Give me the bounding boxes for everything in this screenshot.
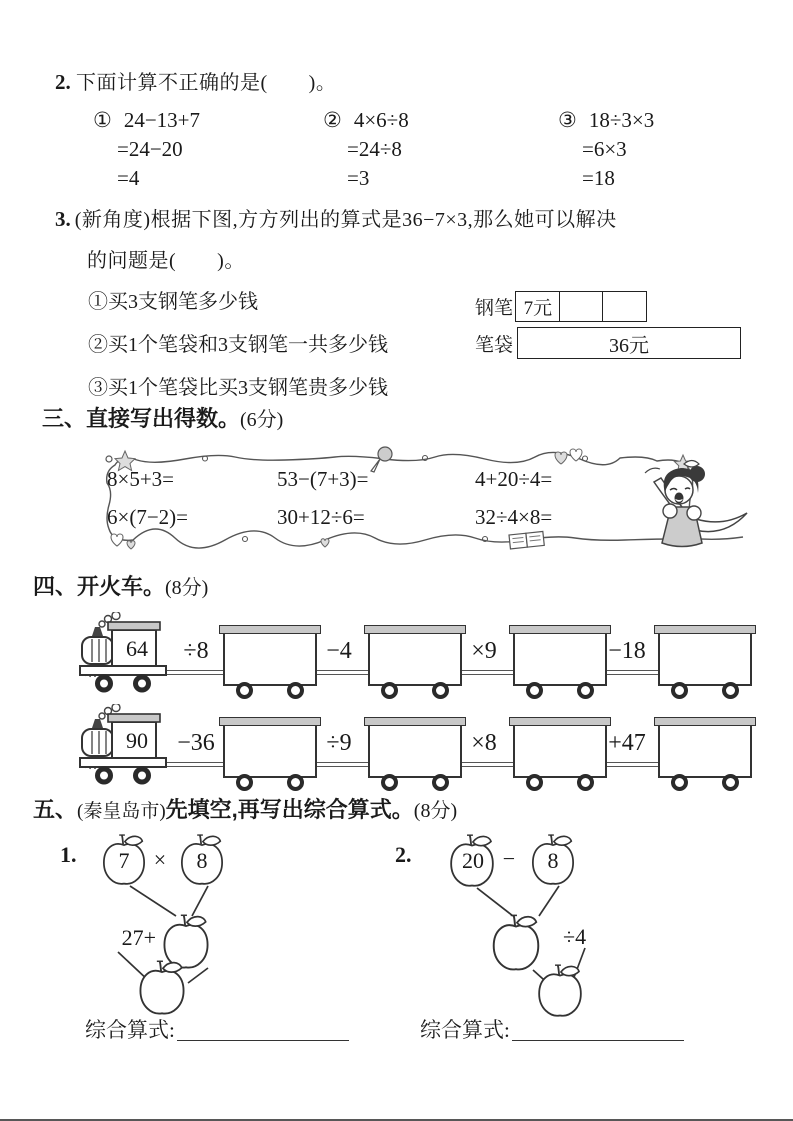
section-5-title: 先填空,再写出综合算式。 [165, 797, 414, 822]
question-2-prompt: 2. 下面计算不正确的是( )。 [55, 70, 337, 94]
q3-option-2: ②买1个笔袋和3支钢笔一共多少钱 [88, 334, 388, 356]
wavy-border [107, 452, 694, 548]
train-car-blank[interactable] [368, 724, 462, 778]
wheel-icon [287, 774, 304, 791]
train-car-blank[interactable] [368, 632, 462, 686]
price-bar-diagram [475, 291, 765, 359]
train-2-op-1: −36 [177, 730, 215, 756]
question-2 [55, 66, 765, 201]
book-icon [509, 531, 544, 548]
heart-icon [555, 449, 582, 464]
q2-option-1-expression: 24−13+7 [123, 108, 201, 132]
wheel-icon [526, 682, 543, 699]
pen-empty-cell[interactable] [602, 291, 647, 322]
wheel-icon [671, 774, 688, 791]
wheel-icon [236, 774, 253, 791]
pen-empty-cell[interactable] [559, 291, 604, 322]
q2-option-3 [558, 106, 654, 193]
apple-blank-mid[interactable] [164, 915, 207, 968]
train-1-op-1: ÷8 [183, 638, 209, 664]
wheel-icon [577, 682, 594, 699]
q3-option-1: ①买3支钢笔多少钱 [88, 291, 258, 313]
heart-icon [111, 534, 329, 549]
section-5-header [33, 793, 457, 824]
train-car-blank[interactable] [658, 632, 752, 686]
section-4-score: (8分) [165, 577, 209, 599]
problem-2-number: 2. [395, 842, 412, 867]
train-car-blank[interactable] [513, 632, 607, 686]
train-1-op-4: −18 [608, 638, 646, 664]
problem-1-number: 1. [60, 842, 77, 867]
q2-option-3-step: =6×3 [582, 137, 627, 161]
section-3-title: 三、直接写出得数。 [42, 406, 241, 431]
section-4-title: 四、开火车。 [33, 574, 166, 599]
apple-number: 20 [462, 848, 484, 873]
wheel-icon [432, 682, 449, 699]
train-car-blank[interactable] [223, 632, 317, 686]
question-2-number: 2. [55, 70, 71, 94]
train-car-blank[interactable] [513, 724, 607, 778]
apple-blank-bottom[interactable] [140, 961, 183, 1014]
apple-blank-mid[interactable] [494, 915, 539, 969]
wheel-icon [432, 774, 449, 791]
q2-option-2-step: =24÷8 [347, 137, 402, 161]
decorative-border-art [85, 443, 757, 557]
train-1-start-number: 64 [126, 636, 148, 661]
q2-option-3-result: =18 [582, 166, 615, 190]
apple-blank-bottom[interactable] [539, 965, 581, 1016]
question-3-prompt-line2: 的问题是( )。 [87, 250, 245, 272]
girl-illustration [645, 461, 747, 547]
q2-option-2-expression: 4×6÷8 [353, 108, 409, 132]
pen-row [475, 291, 765, 322]
answer-line-2 [420, 1014, 684, 1044]
q2-option-2-result: =3 [347, 166, 370, 190]
bag-row [475, 327, 765, 359]
section-3-score: (6分) [240, 409, 284, 431]
q2-option-1-result: =4 [117, 166, 140, 190]
train-1 [78, 608, 778, 704]
q2-option-1 [93, 106, 200, 193]
wheel-icon [671, 682, 688, 699]
pen-row-label: 钢笔 [475, 298, 514, 319]
wheel-icon [381, 774, 398, 791]
train-2-op-4: +47 [608, 730, 646, 756]
oral-expression[interactable]: 8×5+3= [107, 467, 175, 491]
train-1-op-2: −4 [326, 638, 352, 664]
section-3-header [42, 402, 283, 433]
q3-option-3: ③买1个笔袋比买3支钢笔贵多少钱 [88, 377, 388, 399]
question-3 [55, 203, 775, 398]
train-car-blank[interactable] [658, 724, 752, 778]
wheel-icon [722, 682, 739, 699]
apple-operator: × [153, 847, 167, 872]
wheel-icon [236, 682, 253, 699]
oral-expression[interactable]: 53−(7+3)= [277, 467, 369, 491]
question-3-number: 3. [55, 207, 71, 231]
train-2-start-number: 90 [126, 728, 148, 753]
question-3-options [88, 285, 388, 414]
oral-calc-box [85, 443, 757, 557]
wheel-icon [381, 682, 398, 699]
apple-number: 8 [547, 848, 559, 873]
apple-number: 7 [118, 848, 130, 873]
circled-2-mark: ② [323, 108, 342, 132]
apple-problem-1 [60, 830, 370, 1025]
q2-option-2 [323, 106, 409, 193]
answer-blank[interactable] [177, 1040, 349, 1041]
oral-expression[interactable]: 30+12÷6= [277, 505, 365, 529]
apple-side-operand: ÷4 [563, 924, 587, 949]
circled-1-mark: ① [93, 108, 112, 132]
q2-option-1-step: =24−20 [117, 137, 183, 161]
apple-problem-2 [395, 830, 715, 1025]
train-1-op-3: ×9 [471, 638, 497, 664]
section-5-label: 五、 [33, 797, 78, 822]
answer-label: 综合算式: [420, 1018, 510, 1042]
bag-row-label: 笔袋 [475, 334, 514, 356]
oral-expression[interactable]: 32÷4×8= [475, 505, 553, 529]
pencil-icon [371, 447, 392, 472]
wheel-icon [577, 774, 594, 791]
section-4-header [33, 570, 208, 601]
question-3-prompt-line1: 3. (新角度)根据下图,方方列出的算式是36−7×3,那么她可以解决 [55, 207, 617, 231]
q2-option-3-expression: 18÷3×3 [588, 108, 655, 132]
train-2 [78, 700, 778, 796]
answer-blank[interactable] [512, 1040, 684, 1041]
apple-number: 8 [196, 848, 208, 873]
wheel-icon [722, 774, 739, 791]
wheel-icon [526, 774, 543, 791]
wheel-icon [287, 682, 304, 699]
pen-price-cell: 7元 [515, 291, 560, 322]
oral-expression[interactable]: 4+20÷4= [475, 467, 553, 491]
pen-bar [517, 291, 647, 322]
apple-side-operand: 27+ [121, 925, 156, 950]
oral-expression[interactable]: 6×(7−2)= [107, 505, 189, 529]
section-5-score: (8分) [413, 800, 458, 822]
answer-label: 综合算式: [85, 1018, 175, 1042]
apple-operator: − [502, 846, 516, 871]
train-car-blank[interactable] [223, 724, 317, 778]
bag-price-bar: 36元 [517, 327, 741, 359]
answer-line-1 [85, 1014, 349, 1044]
train-2-op-2: ÷9 [326, 730, 352, 756]
train-2-op-3: ×8 [471, 730, 497, 756]
section-5-source: (秦皇岛市) [77, 801, 166, 822]
circled-3-mark: ③ [558, 108, 577, 132]
